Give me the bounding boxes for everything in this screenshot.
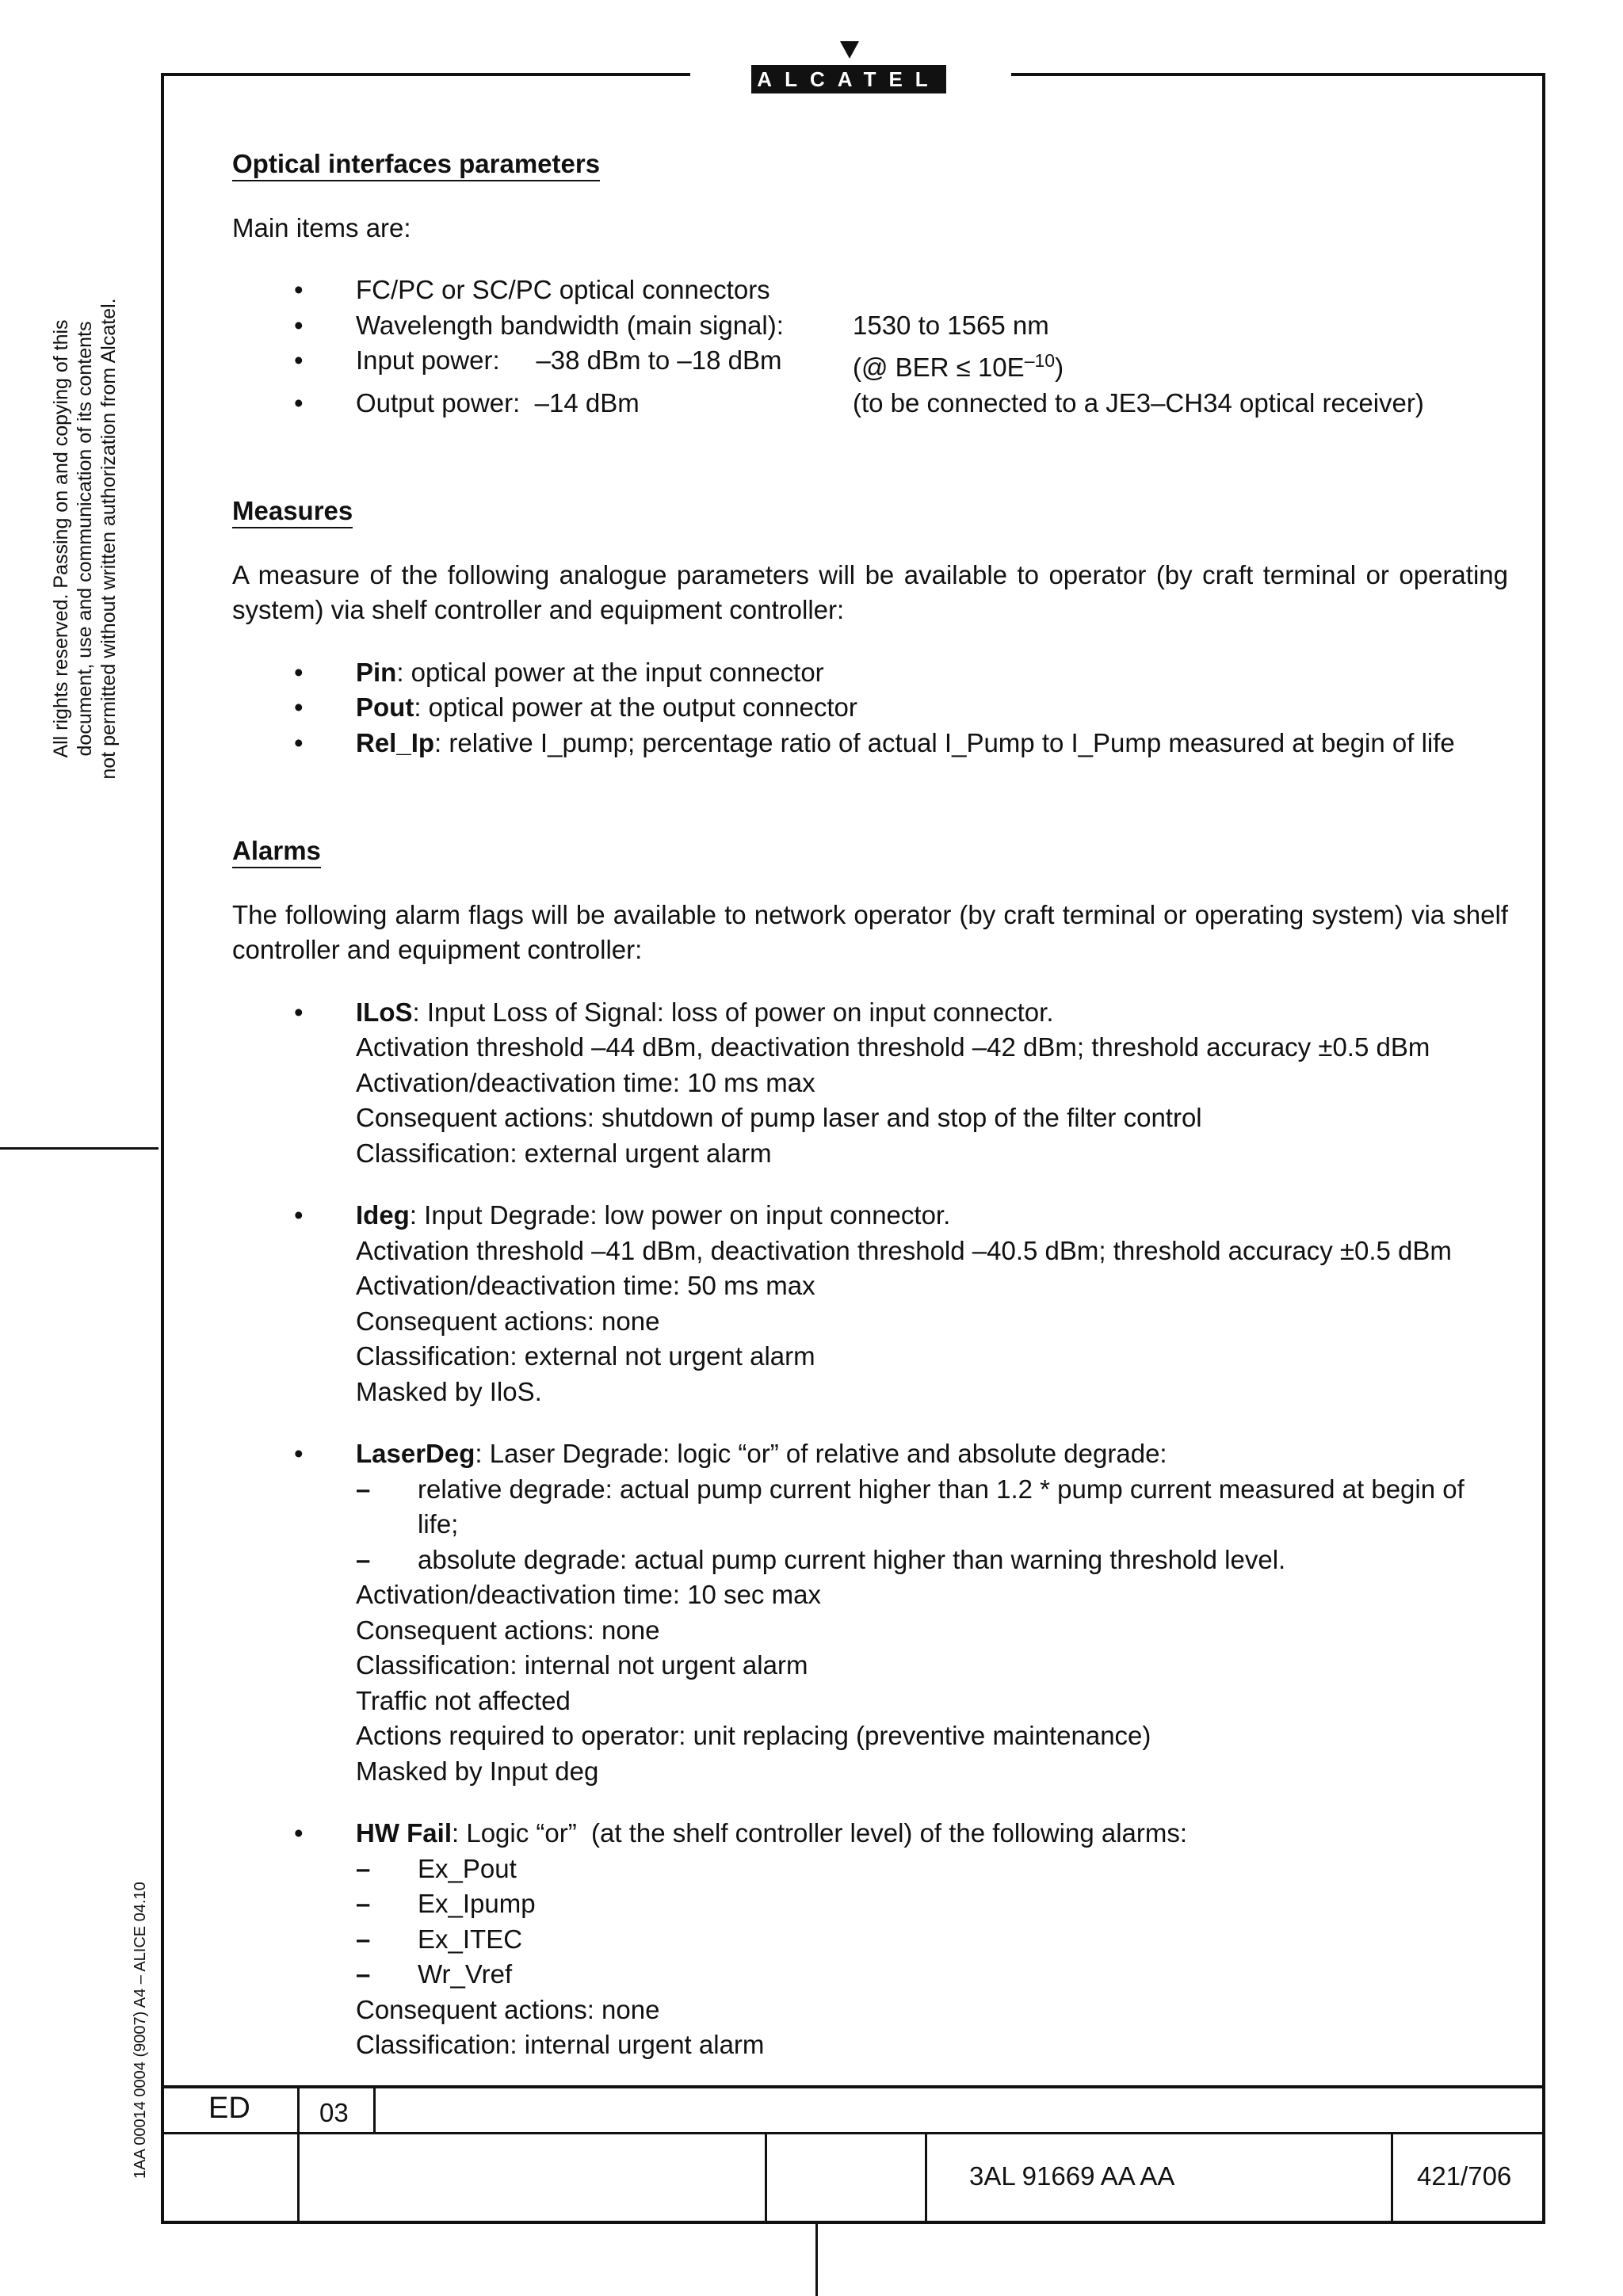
optical-intro: Main items are: <box>232 212 411 242</box>
edition-value: 03 <box>319 2098 349 2127</box>
bullet-icon: • <box>294 345 304 375</box>
edition-label: ED <box>208 2092 250 2125</box>
alarms-list <box>232 995 1508 2063</box>
bullet-icon: • <box>294 387 304 418</box>
alarm-ideg: • Ideg: Input Degrade: low power on input connector. Activation threshold –41 dBm, deactivation threshold –40.5 dBm; threshold accuracy ±0.5 dBm Activation/deactivation time: 50 ms max Consequent actions: none Classification: external not urgent alarm Masked by IloS. <box>232 1198 1508 1409</box>
bullet-icon: • <box>294 997 304 1027</box>
frame-right-border <box>1542 73 1545 2224</box>
dash-item: – relative degrade: actual pump current higher than 1.2 * pump current measured at begin of life; <box>356 1474 1465 1539</box>
optical-list <box>232 273 1508 421</box>
copyright-line-1: All rights reserved. Passing on and copying of this <box>50 319 72 758</box>
frame-top-border-right <box>1011 73 1545 76</box>
list-item: • Rel_Ip: relative I_pump; percentage ratio of actual I_Pump to I_Pump measured at begin of life <box>232 726 1508 761</box>
dash-item: – Wr_Vref <box>356 1959 513 1989</box>
bullet-icon: • <box>294 657 304 687</box>
title-block <box>161 2085 1545 2224</box>
list-item: • FC/PC or SC/PC optical connectors <box>232 273 1508 308</box>
alarm-hwfail: • HW Fail: Logic “or” (at the shelf controller level) of the following alarms: – Ex_Pout – Ex_Ipump – Ex_ITEC – Wr_Vref Consequent actions: none Classification: internal urgent alarm <box>232 1816 1508 2063</box>
fold-mark <box>0 1147 158 1150</box>
list-item: • Pin: optical power at the input connector <box>232 655 1508 691</box>
page-number: 421/706 <box>1417 2161 1512 2191</box>
frame-top-border-left <box>161 73 690 76</box>
logo-triangle-icon <box>840 41 859 59</box>
list-item: • Wavelength bandwidth (main signal): 1530 to 1565 nm <box>232 308 1508 344</box>
alarm-laserdeg: • LaserDeg: Laser Degrade: logic “or” of relative and absolute degrade: – relative degrade: actual pump current higher than 1.2 * pump current measured at begin of life; – absolute degrade: actual pump current higher than warning threshold level. Activation/deactivation time: 10 sec max Consequent actions: none Classification: internal not urgent alarm Traffic not affected Actions required to operator: unit replacing (preventive maintenance) Masked by Input deg <box>232 1436 1508 1789</box>
alarms-intro: The following alarm flags will be available to network operator (by craft terminal or operating system) via shelf controller and equipment controller: <box>232 899 1508 964</box>
frame-left-border <box>161 73 164 2224</box>
document-code: 3AL 91669 AA AA <box>969 2161 1175 2191</box>
copyright-line-2: document, use and communication of its contents <box>74 321 96 757</box>
bullet-icon: • <box>294 1818 304 1848</box>
alcatel-logo: ALCATEL <box>751 65 946 93</box>
dash-item: – Ex_Ipump <box>356 1889 536 1918</box>
list-item: • Input power: –38 dBm to –18 dBm (@ BER ≤ $10E^{-10}$) <box>232 343 1508 386</box>
bullet-icon: • <box>294 1200 304 1230</box>
ber-value: (@ BER ≤ $10E^{-10}$) <box>853 350 1064 382</box>
copyright-line-3: not permitted without written authorization from Alcatel. <box>97 298 120 780</box>
measures-list <box>232 655 1508 761</box>
bullet-icon: • <box>294 310 304 340</box>
bullet-icon: • <box>294 727 304 757</box>
section-heading-measures: Measures <box>232 495 353 528</box>
dash-item: – Ex_Pout <box>356 1853 517 1883</box>
bullet-icon: • <box>294 275 304 304</box>
measures-intro: A measure of the following analogue parameters will be available to operator (by craft terminal or operating system) via shelf controller and equipment controller: <box>232 559 1508 624</box>
list-item: • Output power: –14 dBm (to be connected to a JE3–CH34 optical receiver) <box>232 386 1508 421</box>
document-body <box>232 147 1508 2063</box>
bottom-fold-mark <box>815 2224 818 2296</box>
dash-item: – Ex_ITEC <box>356 1924 523 1954</box>
alarm-ilos: • ILoS: Input Loss of Signal: loss of power on input connector. Activation threshold –44 dBm, deactivation threshold –42 dBm; threshold accuracy ±0.5 dBm Activation/deactivation time: 10 ms max Consequent actions: shutdown of pump laser and stop of the filter control Classification: external urgent alarm <box>232 995 1508 1172</box>
bullet-icon: • <box>294 1439 304 1468</box>
section-heading-alarms: Alarms <box>232 835 321 868</box>
bullet-icon: • <box>294 692 304 722</box>
dash-item: – absolute degrade: actual pump current higher than warning threshold level. <box>356 1544 1286 1574</box>
list-item: • Pout: optical power at the output connector <box>232 690 1508 726</box>
form-code-text: 1AA 00014 0004 (9007) A4 – ALICE 04.10 <box>132 1882 149 2179</box>
section-heading-optical: Optical interfaces parameters <box>232 148 600 181</box>
